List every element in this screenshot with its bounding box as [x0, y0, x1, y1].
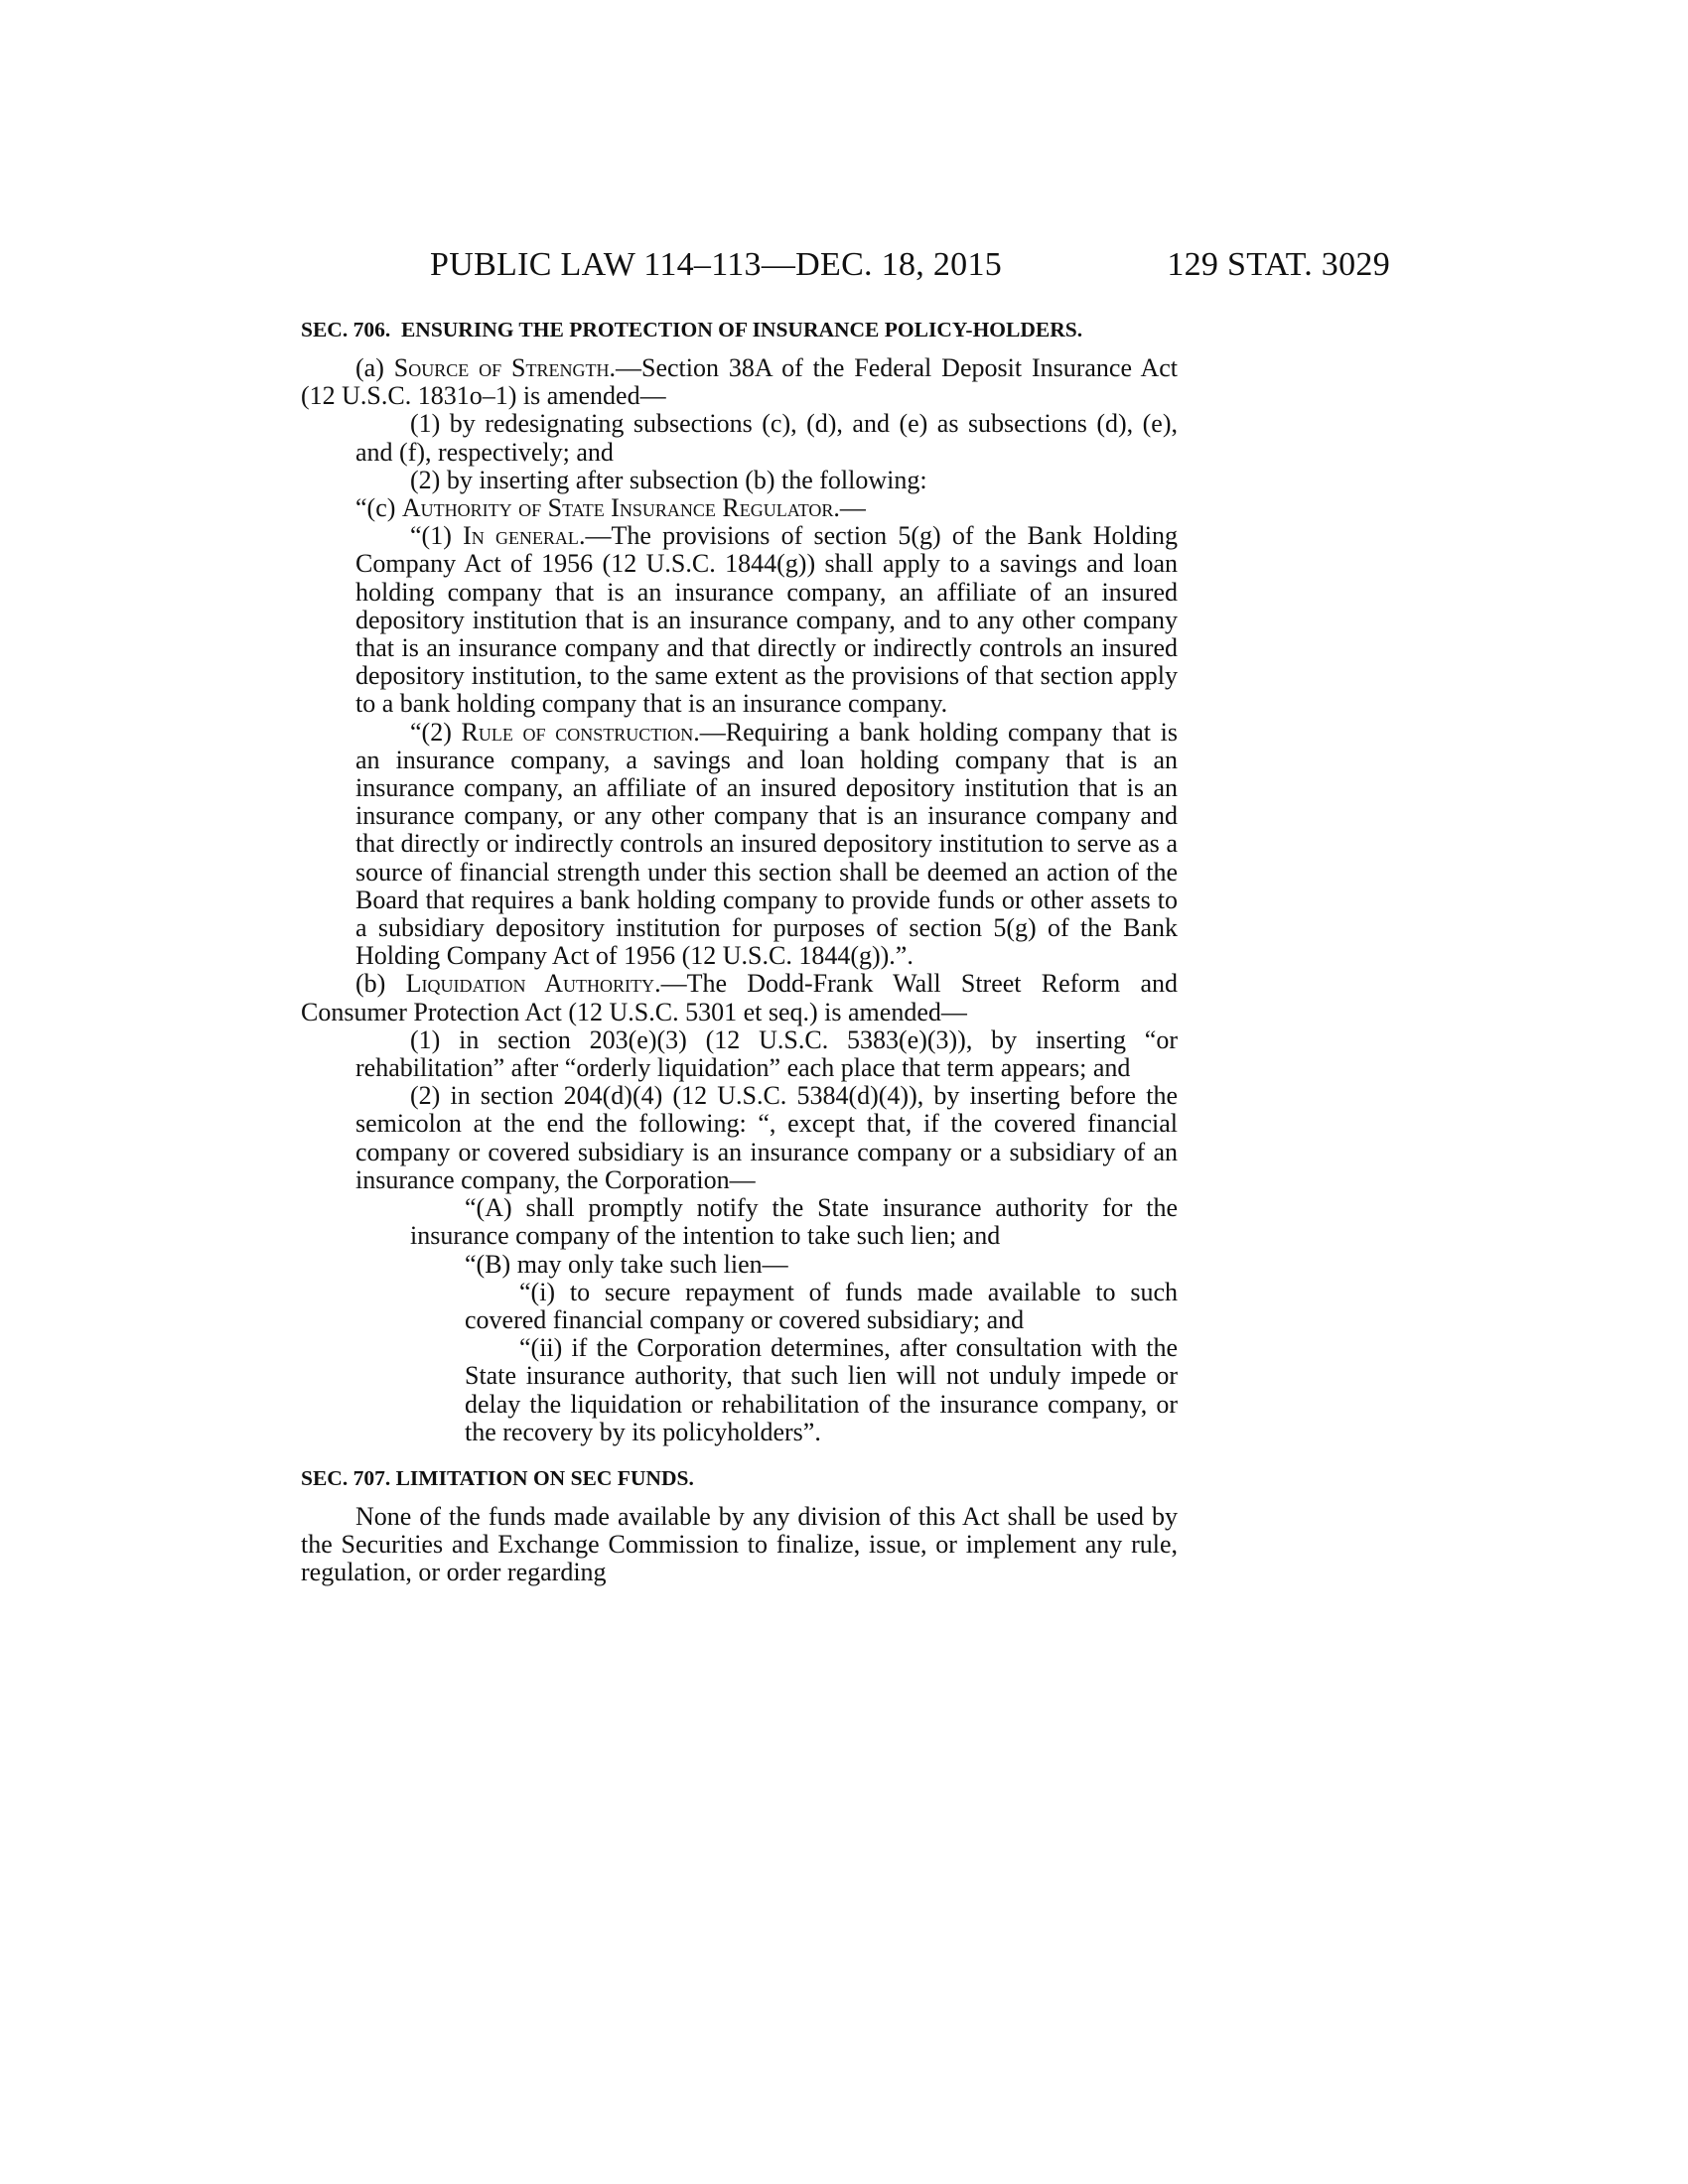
inserted-subsection-c [301, 494, 1178, 522]
subsection-a-label: (a) [355, 353, 394, 382]
subsection-c-caption: Authority of State Insurance Regulator [401, 493, 834, 523]
running-header-title: PUBLIC LAW 114–113—DEC. 18, 2015 [430, 246, 1003, 283]
subsection-a-text: .—Section 38A of the Federal Deposit Insurance Act (12 U.S.C. 1831o–1) is amended— [301, 353, 1178, 411]
paragraph-c-1-caption: In general [463, 521, 579, 551]
paragraph-c-1 [301, 522, 1178, 718]
paragraph-b-2: (2) in section 204(d)(4) (12 U.S.C. 5384(d)(4)), by inserting before the semicolon at the end the following: “, except that, if the covered financial company or covered subsidiary is an insurance company or a subsidiary of an insurance company, the Corporation— [355, 1081, 1178, 1194]
section-707-heading: SEC. 707. LIMITATION ON SEC FUNDS. [301, 1465, 694, 1490]
clause-b-B-ii: “(ii) if the Corporation determines, after consultation with the State insurance authority, that such lien will not unduly impede or delay the liquidation or rehabilitation of the insurance company, or the recovery by its policyholders”. [465, 1333, 1178, 1446]
paragraph-c-1-label: “(1) [410, 521, 464, 551]
paragraph-c-2-text: .—Requiring a bank holding company that is an insurance company, a savings and loan holding company that is an insurance company, an affiliate of an insured depository institution that is an insurance company, or any other company that is an insurance company and that directly or indirectly controls an insured depository institution to serve as a source of financial strength under this section shall be deemed an action of the Board that requires a bank holding company to provide funds or other assets to a subsidiary depository institution for purposes of section 5(g) of the Bank Holding Company Act of 1956 (12 U.S.C. 1844(g)).”. [355, 717, 1178, 971]
section-706-number: SEC. 706. [301, 318, 391, 341]
paragraph-a-2: (2) by inserting after subsection (b) the following: [410, 465, 927, 494]
subsection-c-dash: .— [833, 493, 866, 523]
subparagraph-b-A: “(A) shall promptly notify the State insurance authority for the insurance company of the intention to take such lien; and [410, 1193, 1178, 1251]
section-706-heading [301, 316, 1178, 343]
statute-page-number: 129 STAT. 3029 [1167, 246, 1390, 283]
subsection-a-caption: Source of Strength [393, 353, 610, 382]
subsection-c-label: “(c) [355, 493, 402, 523]
paragraph-c-2-label: “(2) [410, 717, 462, 747]
paragraph-c-2-caption: Rule of construction [461, 717, 694, 747]
paragraph-a-1: (1) by redesignating subsections (c), (d), and (e) as subsections (d), (e), and (f), respectively; and [355, 409, 1178, 467]
subsection-b-label: (b) [355, 969, 406, 999]
subsection-b [301, 970, 1178, 1025]
paragraph-c-1-text: .—The provisions of section 5(g) of the Bank Holding Company Act of 1956 (12 U.S.C. 1844(g)) shall apply to a savings and loan holding company that is an insurance company, an affiliate of an insured depository institution that is an insurance company, and to any other company that is an insurance company and that directly or indirectly controls an insured depository institution, to the same extent as the provisions of that section apply to a bank holding company that is an insurance company. [355, 521, 1178, 719]
section-707-text: None of the funds made available by any division of this Act shall be used by the Securities and Exchange Commission to finalize, issue, or implement any rule, regulation, or order regarding [301, 1501, 1178, 1587]
paragraph-c-2 [301, 719, 1178, 971]
clause-b-B-i: “(i) to secure repayment of funds made available to such covered financial company or covered subsidiary; and [465, 1277, 1178, 1334]
paragraph-b-1: (1) in section 203(e)(3) (12 U.S.C. 5383(e)(3)), by inserting “or rehabilitation” after “orderly liquidation” each place that term appears; and [355, 1024, 1178, 1083]
subsection-b-caption: Liquidation Authority [405, 969, 655, 999]
subparagraph-b-B: “(B) may only take such lien— [465, 1249, 788, 1279]
section-706-title: ENSURING THE PROTECTION OF INSURANCE POLICY-HOLDERS. [400, 318, 1083, 341]
document-body [301, 316, 1178, 1587]
subsection-a [301, 354, 1178, 410]
subsection-b-text: .—The Dodd-Frank Wall Street Reform and Consumer Protection Act (12 U.S.C. 5301 et seq.) is amended— [301, 969, 1178, 1026]
